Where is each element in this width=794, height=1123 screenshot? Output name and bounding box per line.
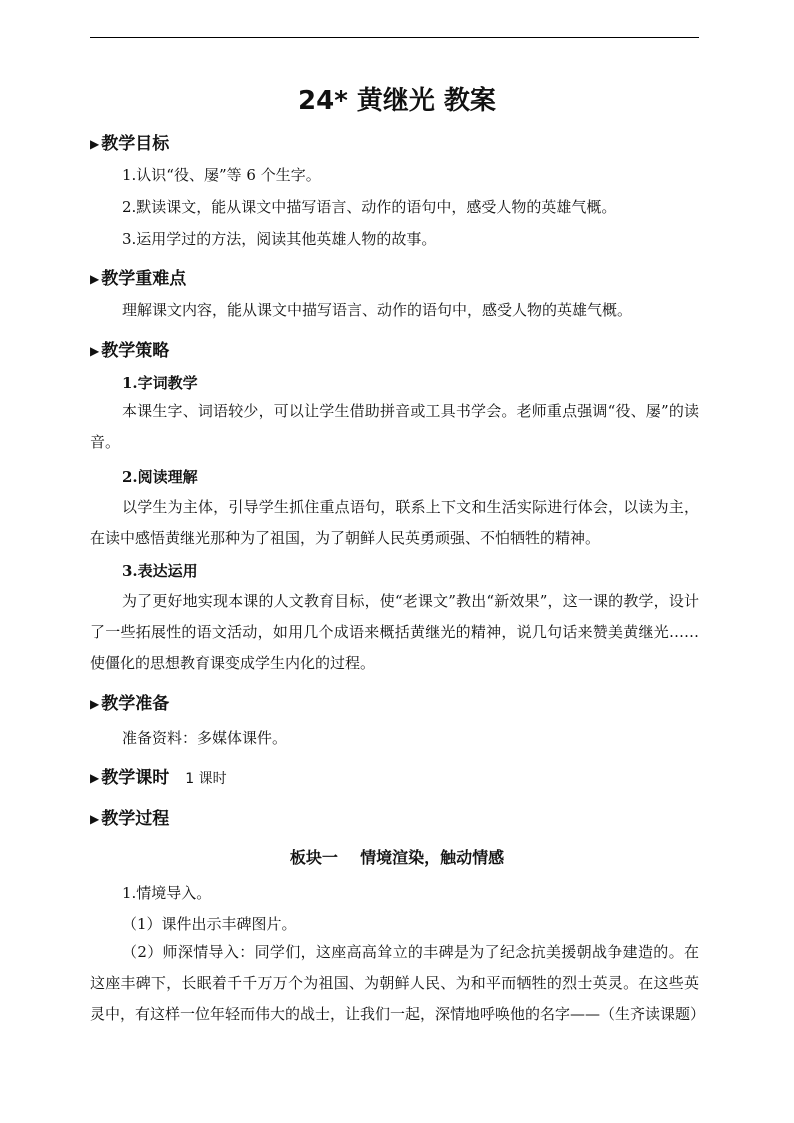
heading-preparation	[90, 689, 169, 714]
strategy-subtitle-2: 2.阅读理解	[122, 468, 198, 486]
goal-item-2: 2.默读课文，能从课文中描写语言、动作的语句中，感受人物的英雄气概。	[122, 198, 617, 216]
strategy-text-1: 本课生字、词语较少，可以让学生借助拼音或工具书学会。老师重点强调“役、屡”的读音。	[90, 402, 699, 451]
process-item-1b: （2）师深情导入：同学们，这座高高耸立的丰碑是为了纪念抗美援朝战争建造的。在这座丰碑下，长眠着千千万万个为祖国、为朝鲜人民、为和平而牺牲的烈士英灵。在这些英灵中，有这样一位年轻而伟大的战士，让我们一起，深情地呼唤他的名字——（生齐读课题）	[90, 943, 706, 1023]
goal-item-3: 3.运用学过的方法，阅读其他英雄人物的故事。	[122, 230, 437, 248]
hours-value: 1 课时	[185, 771, 227, 787]
heading-key-points	[90, 264, 186, 289]
heading-process-label: 教学过程	[101, 809, 170, 829]
triangle-bullet-icon: ▶	[90, 771, 100, 785]
header-rule	[90, 37, 699, 38]
page-title: 24* 黄继光 教案	[298, 86, 496, 116]
heading-key-label: 教学重难点	[101, 269, 187, 289]
heading-strategy-label: 教学策略	[101, 341, 170, 361]
triangle-bullet-icon: ▶	[90, 697, 100, 711]
strategy-text-2: 以学生为主体，引导学生抓住重点语句，联系上下文和生活实际进行体会，以读为主，在读中感悟黄继光那种为了祖国，为了朝鲜人民英勇顽强、不怕牺牲的精神。	[90, 498, 699, 547]
preparation-text: 准备资料：多媒体课件。	[122, 729, 288, 747]
strategy-subtitle-3: 3.表达运用	[122, 562, 198, 580]
heading-hours-label: 教学课时	[101, 768, 170, 788]
goal-item-1: 1.认识“役、屡”等 6 个生字。	[122, 166, 321, 184]
heading-strategy	[90, 336, 169, 361]
key-points-text: 理解课文内容，能从课文中描写语言、动作的语句中，感受人物的英雄气概。	[122, 301, 633, 319]
block-title: 板块一 情境渲染，触动情感	[289, 848, 505, 867]
heading-prep-label: 教学准备	[101, 694, 170, 714]
triangle-bullet-icon: ▶	[90, 344, 100, 358]
triangle-bullet-icon: ▶	[90, 812, 100, 826]
triangle-bullet-icon: ▶	[90, 272, 100, 286]
triangle-bullet-icon: ▶	[90, 137, 100, 151]
process-item-1a: （1）课件出示丰碑图片。	[122, 915, 297, 933]
heading-goals	[90, 129, 169, 154]
process-item-1: 1.情境导入。	[122, 884, 212, 902]
strategy-subtitle-1: 1.字词教学	[122, 374, 198, 392]
heading-goals-label: 教学目标	[101, 134, 170, 154]
heading-hours	[90, 763, 227, 788]
heading-process	[90, 804, 169, 829]
strategy-text-3: 为了更好地实现本课的人文教育目标，使“老课文”教出“新效果”，这一课的教学，设计了一些拓展性的语文活动，如用几个成语来概括黄继光的精神，说几句话来赞美黄继光……使僵化的思想教育课变成学生内化的过程。	[90, 592, 699, 672]
